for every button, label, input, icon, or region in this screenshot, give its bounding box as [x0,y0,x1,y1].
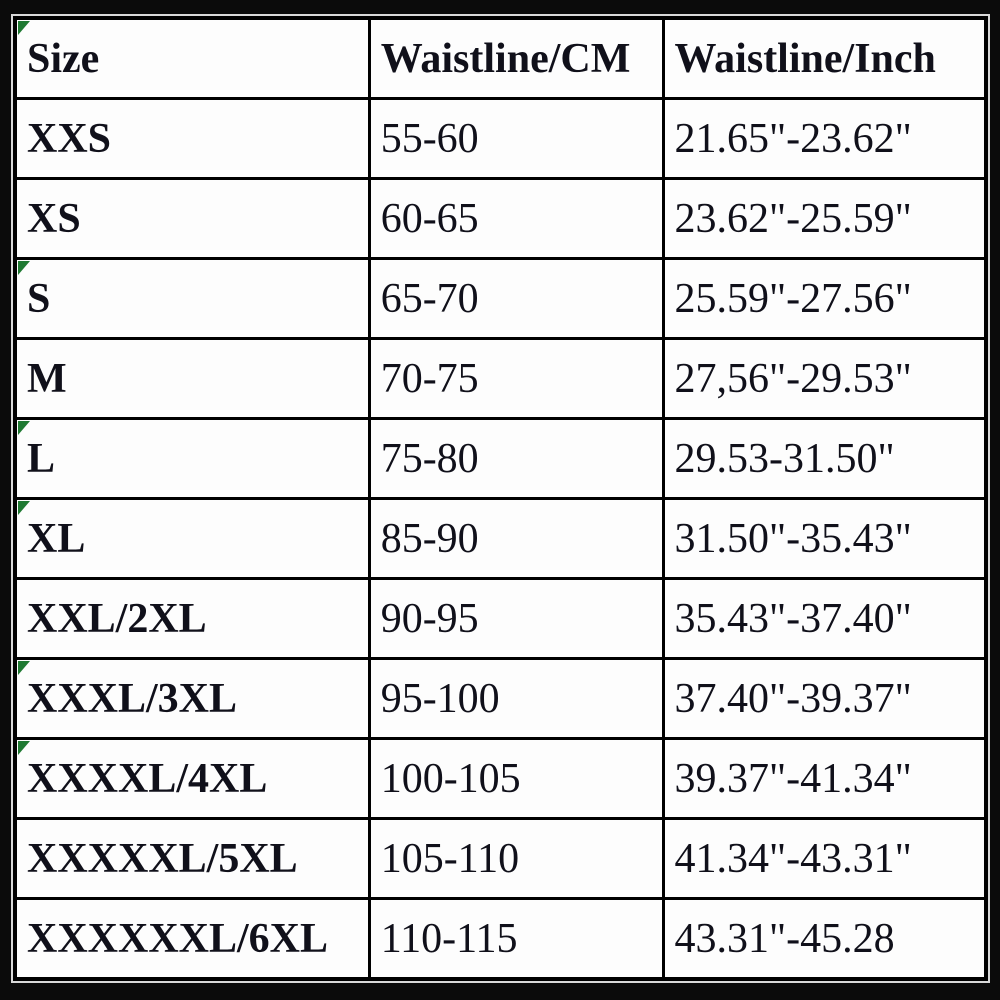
waistline-inch-value: 29.53-31.50" [674,435,895,482]
table-row [15,739,986,819]
size-cell [15,739,369,819]
waistline-cm-value: 110-115 [380,915,518,962]
waistline-inch-value: 25.59"-27.56" [674,275,912,322]
waistline-inch-value: 39.37"-41.34" [674,755,912,802]
table-row [15,259,986,339]
size-cell [15,819,369,899]
waistline-cm-value: 70-75 [380,355,479,402]
waistline-inch-cell [663,659,986,739]
size-value: XXXXXXL/6XL [27,915,329,962]
waistline-inch-value: 41.34"-43.31" [674,835,912,882]
size-value: XXXXXL/5XL [27,835,298,882]
table-row [15,99,986,179]
waistline-inch-value: 27,56"-29.53" [674,355,912,402]
waistline-cm-value: 65-70 [380,275,479,322]
waistline-cm-value: 90-95 [380,595,479,642]
table-row [15,419,986,499]
waistline-cm-cell [369,739,663,819]
waistline-cm-cell [369,899,663,980]
waistline-cm-cell [369,579,663,659]
header-waistline-cm [369,18,663,99]
waistline-cm-cell [369,259,663,339]
header-size-label: Size [27,35,100,82]
cell-corner-flag-icon [18,501,30,515]
table-header [15,18,986,99]
waistline-cm-value: 95-100 [380,675,500,722]
size-cell [15,659,369,739]
table-row [15,819,986,899]
waistline-inch-cell [663,579,986,659]
waistline-inch-value: 31.50"-35.43" [674,515,912,562]
size-value: XS [27,195,81,242]
size-value: XXXL/3XL [27,675,238,722]
table-row [15,659,986,739]
waistline-inch-value: 21.65"-23.62" [674,115,912,162]
size-cell [15,179,369,259]
table-body [15,99,986,980]
waistline-inch-cell [663,259,986,339]
header-waistline-inch-label: Waistline/Inch [674,35,936,82]
size-cell [15,579,369,659]
waistline-cm-cell [369,99,663,179]
size-cell [15,899,369,980]
size-value: XXL/2XL [27,595,207,642]
table-row [15,579,986,659]
header-waistline-cm-label: Waistline/CM [380,35,631,82]
waistline-cm-cell [369,659,663,739]
waistline-inch-value: 43.31"-45.28 [674,915,895,962]
size-value: S [27,275,51,322]
waistline-inch-cell [663,819,986,899]
header-row [15,18,986,99]
header-waistline-inch [663,18,986,99]
size-cell [15,99,369,179]
cell-corner-flag-icon [18,21,30,35]
table-row [15,339,986,419]
waistline-inch-cell [663,99,986,179]
waistline-cm-cell [369,499,663,579]
table-row [15,179,986,259]
waistline-inch-cell [663,179,986,259]
waistline-cm-cell [369,819,663,899]
size-value: XL [27,515,86,562]
waistline-cm-cell [369,419,663,499]
waistline-inch-cell [663,899,986,980]
waistline-cm-value: 105-110 [380,835,520,882]
waistline-inch-cell [663,739,986,819]
waistline-inch-value: 23.62"-25.59" [674,195,912,242]
waistline-cm-cell [369,179,663,259]
size-value: L [27,435,56,482]
waistline-cm-value: 60-65 [380,195,479,242]
waistline-cm-cell [369,339,663,419]
size-cell [15,499,369,579]
size-cell [15,339,369,419]
waistline-inch-value: 35.43"-37.40" [674,595,912,642]
cell-corner-flag-icon [18,661,30,675]
waistline-cm-value: 75-80 [380,435,479,482]
table-row [15,899,986,980]
waistline-cm-value: 85-90 [380,515,479,562]
waistline-cm-value: 55-60 [380,115,479,162]
size-cell [15,259,369,339]
size-value: XXXXL/4XL [27,755,268,802]
waistline-inch-cell [663,339,986,419]
cell-corner-flag-icon [18,741,30,755]
table-row [15,499,986,579]
cell-corner-flag-icon [18,261,30,275]
size-value: M [27,355,67,402]
waistline-inch-value: 37.40"-39.37" [674,675,912,722]
waistline-inch-cell [663,499,986,579]
waistline-inch-cell [663,419,986,499]
waistline-cm-value: 100-105 [380,755,521,802]
size-chart-table [13,16,988,981]
size-value: XXS [27,115,112,162]
header-size [15,18,369,99]
cell-corner-flag-icon [18,421,30,435]
size-cell [15,419,369,499]
